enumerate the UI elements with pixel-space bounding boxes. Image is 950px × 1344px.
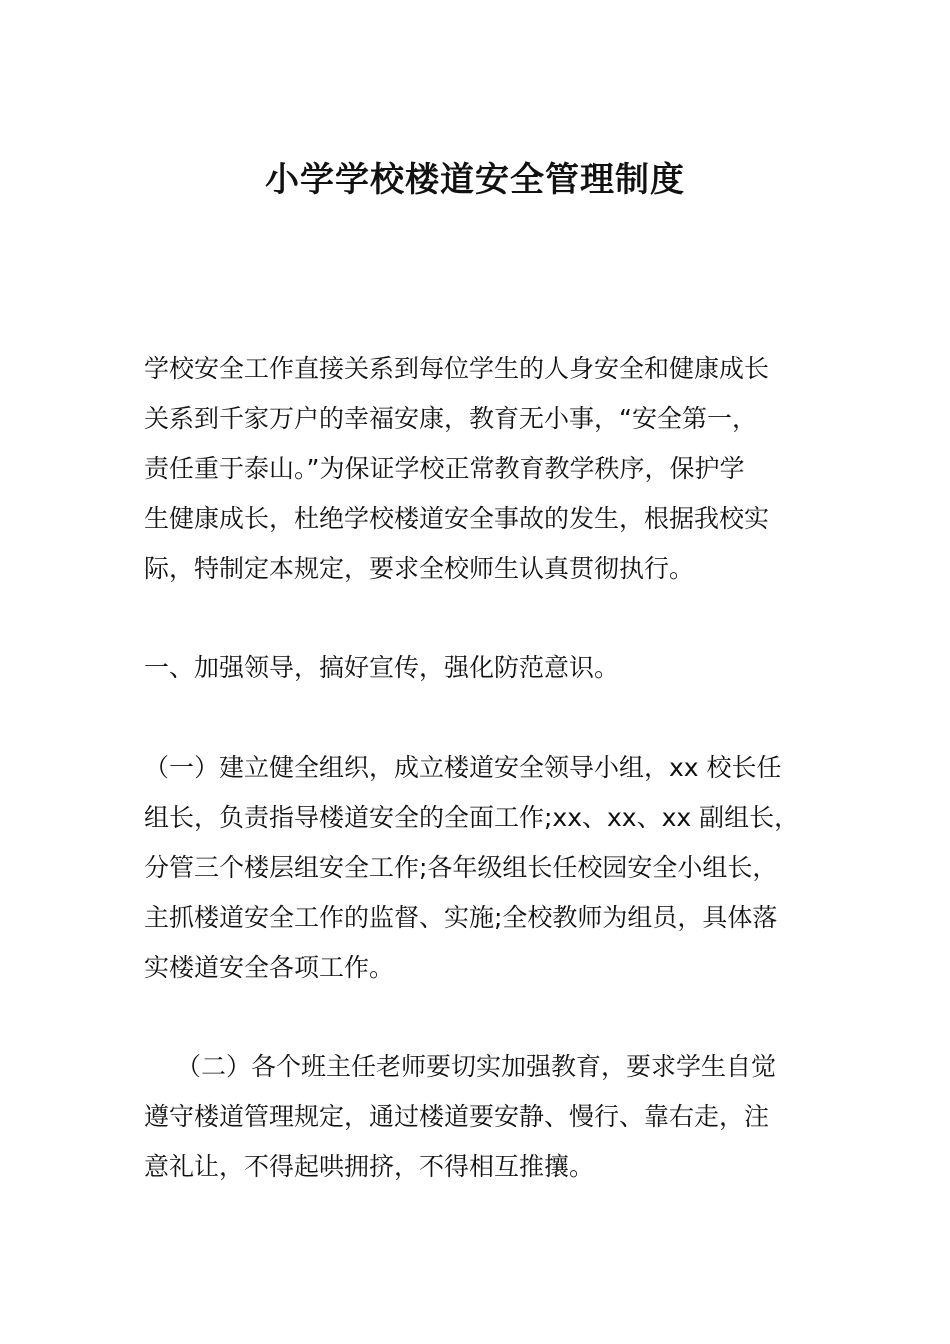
paragraph-intro	[144, 344, 769, 594]
paragraph-line: （二）各个班主任老师要切实加强教育，要求学生自觉	[176, 1052, 777, 1081]
paragraph-line: 意礼让，不得起哄拥挤，不得相互推攘。	[144, 1152, 595, 1181]
paragraph-line: 生健康成长，杜绝学校楼道安全事故的发生，根据我校实	[144, 504, 770, 533]
paragraph-item-2	[144, 1042, 776, 1192]
paragraph-line: 责任重于泰山。”为保证学校正常教育教学秩序，保护学	[144, 454, 745, 483]
paragraph-line: （一）建立健全组织，成立楼道安全领导小组，xx 校长任	[144, 753, 782, 782]
document-title: 小学学校楼道安全管理制度	[265, 160, 685, 200]
paragraph-line: 组长，负责指导楼道安全的全面工作;xx、xx、xx 副组长，	[144, 803, 800, 832]
paragraph-line: 学校安全工作直接关系到每位学生的人身安全和健康成长	[144, 354, 770, 383]
paragraph-line: 实楼道安全各项工作。	[144, 953, 395, 982]
paragraph-line: 主抓楼道安全工作的监督、实施;全校教师为组员，具体落	[144, 903, 778, 932]
paragraph-line: 际，特制定本规定，要求全校师生认真贯彻执行。	[144, 554, 695, 583]
paragraph-item-1	[144, 743, 799, 993]
section-heading-1	[144, 643, 619, 693]
paragraph-line: 分管三个楼层组安全工作;各年级组长任校园安全小组长，	[144, 853, 778, 882]
paragraph-line: 遵守楼道管理规定，通过楼道要安静、慢行、靠右走，注	[144, 1102, 770, 1131]
paragraph-line: 关系到千家万户的幸福安康，教育无小事，“安全第一，	[144, 404, 757, 433]
section-heading-text: 一、加强领导，搞好宣传，强化防范意识。	[144, 653, 620, 682]
